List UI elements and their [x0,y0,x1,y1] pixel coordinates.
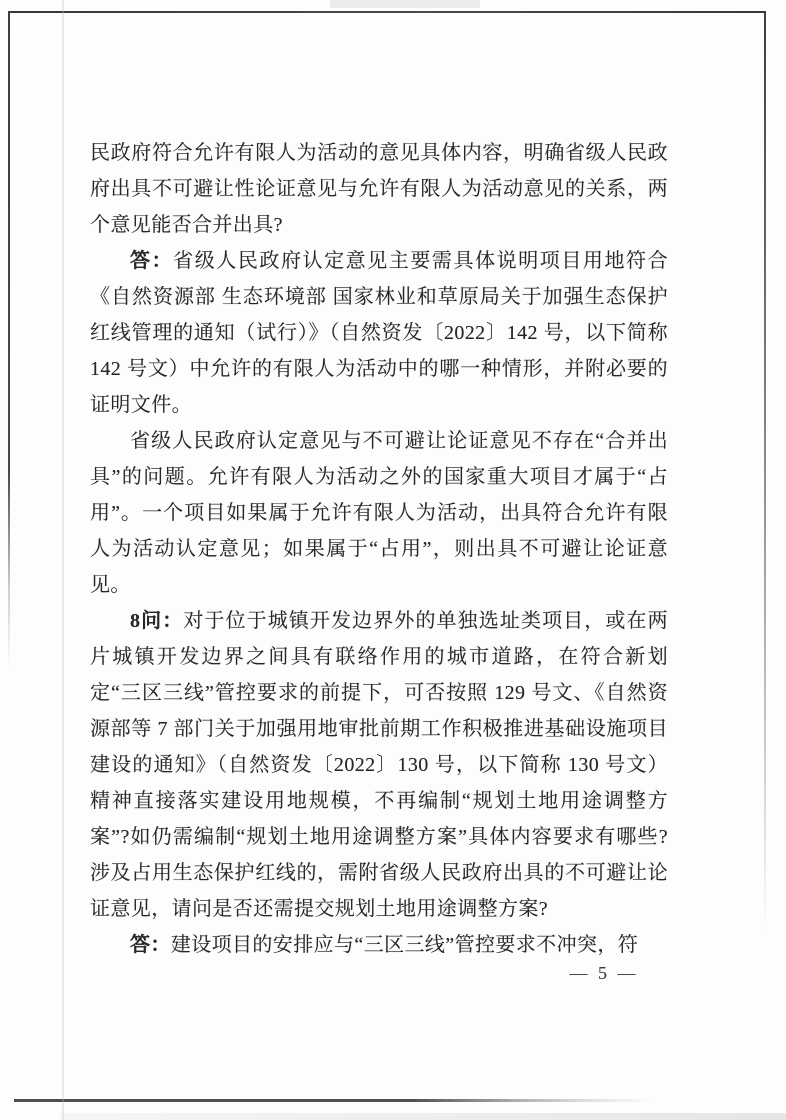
paragraph-text: 民政府符合允许有限人为活动的意见具体内容，明确省级人民政府出具不可避让性论证意见与允许有限人为活动意见的关系，两个意见能否合并出具? [90,142,668,236]
paragraph-text: 对于位于城镇开发边界外的单独选址类项目，或在两片城镇开发边界之间具有联络作用的城市道路，在符合新划定“三区三线”管控要求的前提下，可否按照 129 号文、《自然资源部等 7 部门关于加强用地审批前期工作积极推进基础设施项目建设的通知》（自然资发〔2022〕130 号，以下简称 130 号文）精神直接落实建设用地规模，不再编制“规划土地用途调整方案”?如仍需编制“规划土地用途调整方案”具体内容要求有哪些? 涉及占用生态保护红线的，需附省级人民政府出具的不可避让论证意见，请问是否还需提交规划土地用途调整方案? [90,610,668,920]
document-body [90,135,668,963]
scan-smudge [330,0,480,8]
page-border-top [8,11,766,13]
paragraph [90,243,668,423]
paragraph-text: 省级人民政府认定意见与不可避让论证意见不存在“合并出具”的问题。允许有限人为活动之外的国家重大项目才属于“占用”。一个项目如果属于允许有限人为活动，出具符合允许有限人为活动认定意见；如果属于“占用”，则出具不可避让论证意见。 [90,430,668,596]
paragraph [90,603,668,927]
paragraph-lead-label: 答： [130,250,174,272]
paragraph [90,135,668,243]
page-number: — 5 — [569,963,639,983]
paragraph-text: 建设项目的安排应与“三区三线”管控要求不冲突，符 [170,934,639,956]
scan-crease [62,0,64,1120]
paragraph-text: 省级人民政府认定意见主要需具体说明项目用地符合《自然资源部 生态环境部 国家林业和草原局关于加强生态保护红线管理的通知（试行）》（自然资发〔2022〕142 号，以下简称 142 号文）中允许的有限人为活动中的哪一种情形，并附必要的证明文件。 [90,250,668,416]
paragraph [90,927,668,963]
paragraph-lead-label: 8问： [130,610,184,632]
paragraph-lead-label: 答： [130,934,171,956]
page-border-right [764,12,766,932]
paragraph [90,423,668,603]
bottom-scan-line [14,1099,654,1102]
page-border-left [8,11,10,671]
scan-edge-shadow [60,1113,786,1120]
